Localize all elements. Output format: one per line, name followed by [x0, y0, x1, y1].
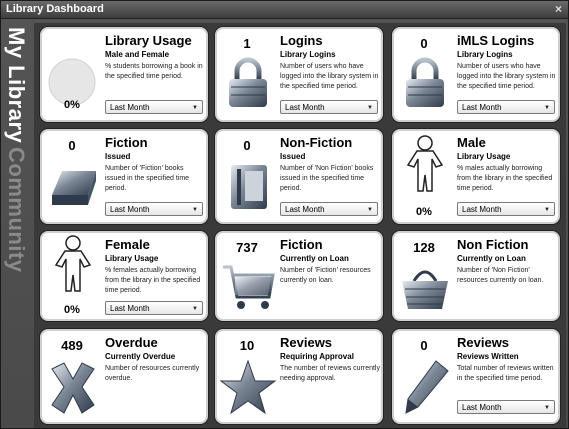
card-description: Number of 'Non Fiction' resources currently on loan. [457, 267, 544, 284]
card-title: Reviews [280, 335, 333, 350]
card-subtitle: Issued [105, 152, 131, 161]
card-description: Number of users who have logged into the library system in the specified time period. [457, 63, 556, 90]
card-reviews-written [391, 328, 561, 425]
card-subtitle: Library Usage [457, 152, 511, 161]
chevron-down-icon: ▼ [544, 207, 550, 213]
card-description: Number of resources currently overdue. [105, 365, 200, 382]
card-title: Fiction [280, 237, 323, 252]
tab-community[interactable]: Community [4, 147, 29, 273]
tab-my-library[interactable]: My Library [4, 27, 29, 144]
chevron-down-icon: ▼ [367, 105, 373, 111]
card-title: Fiction [105, 135, 148, 150]
card-description: Number of users who have logged into the library system in the specified time period. [280, 63, 379, 90]
card-subtitle: Issued [280, 152, 306, 161]
period-select[interactable]: Last Month ▼ [457, 100, 555, 114]
card-count: 128 [413, 240, 435, 255]
card-overdue [39, 328, 209, 425]
card-title: Non Fiction [457, 237, 529, 252]
card-count: 489 [61, 338, 83, 353]
close-icon[interactable]: × [554, 2, 562, 16]
card-female-usage [39, 230, 209, 322]
period-select[interactable]: Last Month ▼ [457, 202, 555, 216]
card-description: Number of 'Non Fiction' books issued in the specified time period. [280, 165, 374, 192]
card-subtitle: Library Logins [280, 50, 336, 59]
dashboard-grid [34, 23, 566, 428]
chevron-down-icon: ▼ [544, 105, 550, 111]
chevron-down-icon: ▼ [192, 306, 198, 312]
card-description: Number of 'Fiction' books issued in the specified time period. [105, 165, 190, 192]
period-select[interactable]: Last Month ▼ [105, 202, 203, 216]
card-description: Number of 'Fiction' resources currently on loan. [280, 267, 371, 284]
card-title: Logins [280, 33, 323, 48]
window-title: Library Dashboard [6, 3, 104, 15]
card-male-usage [391, 128, 561, 225]
x-mark-icon [44, 357, 102, 413]
card-nonfiction-on-loan [391, 230, 561, 322]
card-count: 1 [243, 36, 251, 51]
card-percent: 0% [64, 99, 80, 111]
card-count: 0 [68, 138, 76, 153]
card-description: % females actually borrowing from the library in the specified time period. [105, 267, 201, 294]
basket-icon [396, 259, 454, 315]
card-description: % students borrowing a book in the specified time period. [105, 63, 203, 80]
period-select[interactable]: Last Month ▼ [280, 202, 378, 216]
star-icon [219, 357, 277, 413]
card-title: Library Usage [105, 33, 192, 48]
card-title: Reviews [457, 335, 510, 350]
binder-icon [219, 157, 277, 213]
card-fiction-issued [39, 128, 209, 225]
padlock-icon [219, 55, 277, 111]
card-percent: 0% [416, 206, 432, 218]
card-percent: 0% [64, 304, 80, 316]
card-logins [214, 26, 384, 123]
card-count: 10 [239, 338, 255, 353]
chevron-down-icon: ▼ [544, 405, 550, 411]
card-count: 0 [243, 138, 251, 153]
chevron-down-icon: ▼ [192, 207, 198, 213]
card-description: The number of reviews currently needing approval. [280, 365, 380, 382]
card-count: 0 [420, 36, 428, 51]
card-subtitle: Reviews Written [457, 352, 519, 361]
card-subtitle: Currently on Loan [280, 254, 349, 263]
padlock-icon [396, 55, 454, 111]
card-title: Non-Fiction [280, 135, 353, 150]
card-subtitle: Library Logins [457, 50, 513, 59]
card-imls-logins [391, 26, 561, 123]
person-outline-icon [44, 233, 102, 289]
card-subtitle: Male and Female [105, 50, 170, 59]
shopping-cart-icon [219, 259, 277, 315]
card-count: 737 [236, 240, 258, 255]
chevron-down-icon: ▼ [192, 105, 198, 111]
chevron-down-icon: ▼ [367, 207, 373, 213]
card-subtitle: Requiring Approval [280, 352, 354, 361]
card-fiction-on-loan [214, 230, 384, 322]
card-title: Male [457, 135, 486, 150]
person-outline-icon [396, 133, 454, 189]
book-icon [44, 157, 102, 213]
card-count: 0 [420, 338, 428, 353]
title-bar [1, 1, 568, 19]
card-title: iMLS Logins [457, 33, 535, 48]
period-select[interactable]: Last Month ▼ [457, 400, 555, 414]
period-select[interactable]: Last Month ▼ [105, 100, 203, 114]
card-subtitle: Currently Overdue [105, 352, 176, 361]
card-nonfiction-issued [214, 128, 384, 225]
period-select[interactable]: Last Month ▼ [105, 301, 203, 315]
card-library-usage [39, 26, 209, 123]
card-subtitle: Library Usage [105, 254, 159, 263]
card-title: Overdue [105, 335, 158, 350]
pencil-icon [396, 357, 454, 413]
card-description: Total number of reviews written in the specified time period. [457, 365, 554, 382]
card-title: Female [105, 237, 150, 252]
card-description: % males actually borrowing from the library in the specified time period. [457, 165, 553, 192]
card-reviews-approval [214, 328, 384, 425]
period-select[interactable]: Last Month ▼ [280, 100, 378, 114]
card-subtitle: Currently on Loan [457, 254, 526, 263]
